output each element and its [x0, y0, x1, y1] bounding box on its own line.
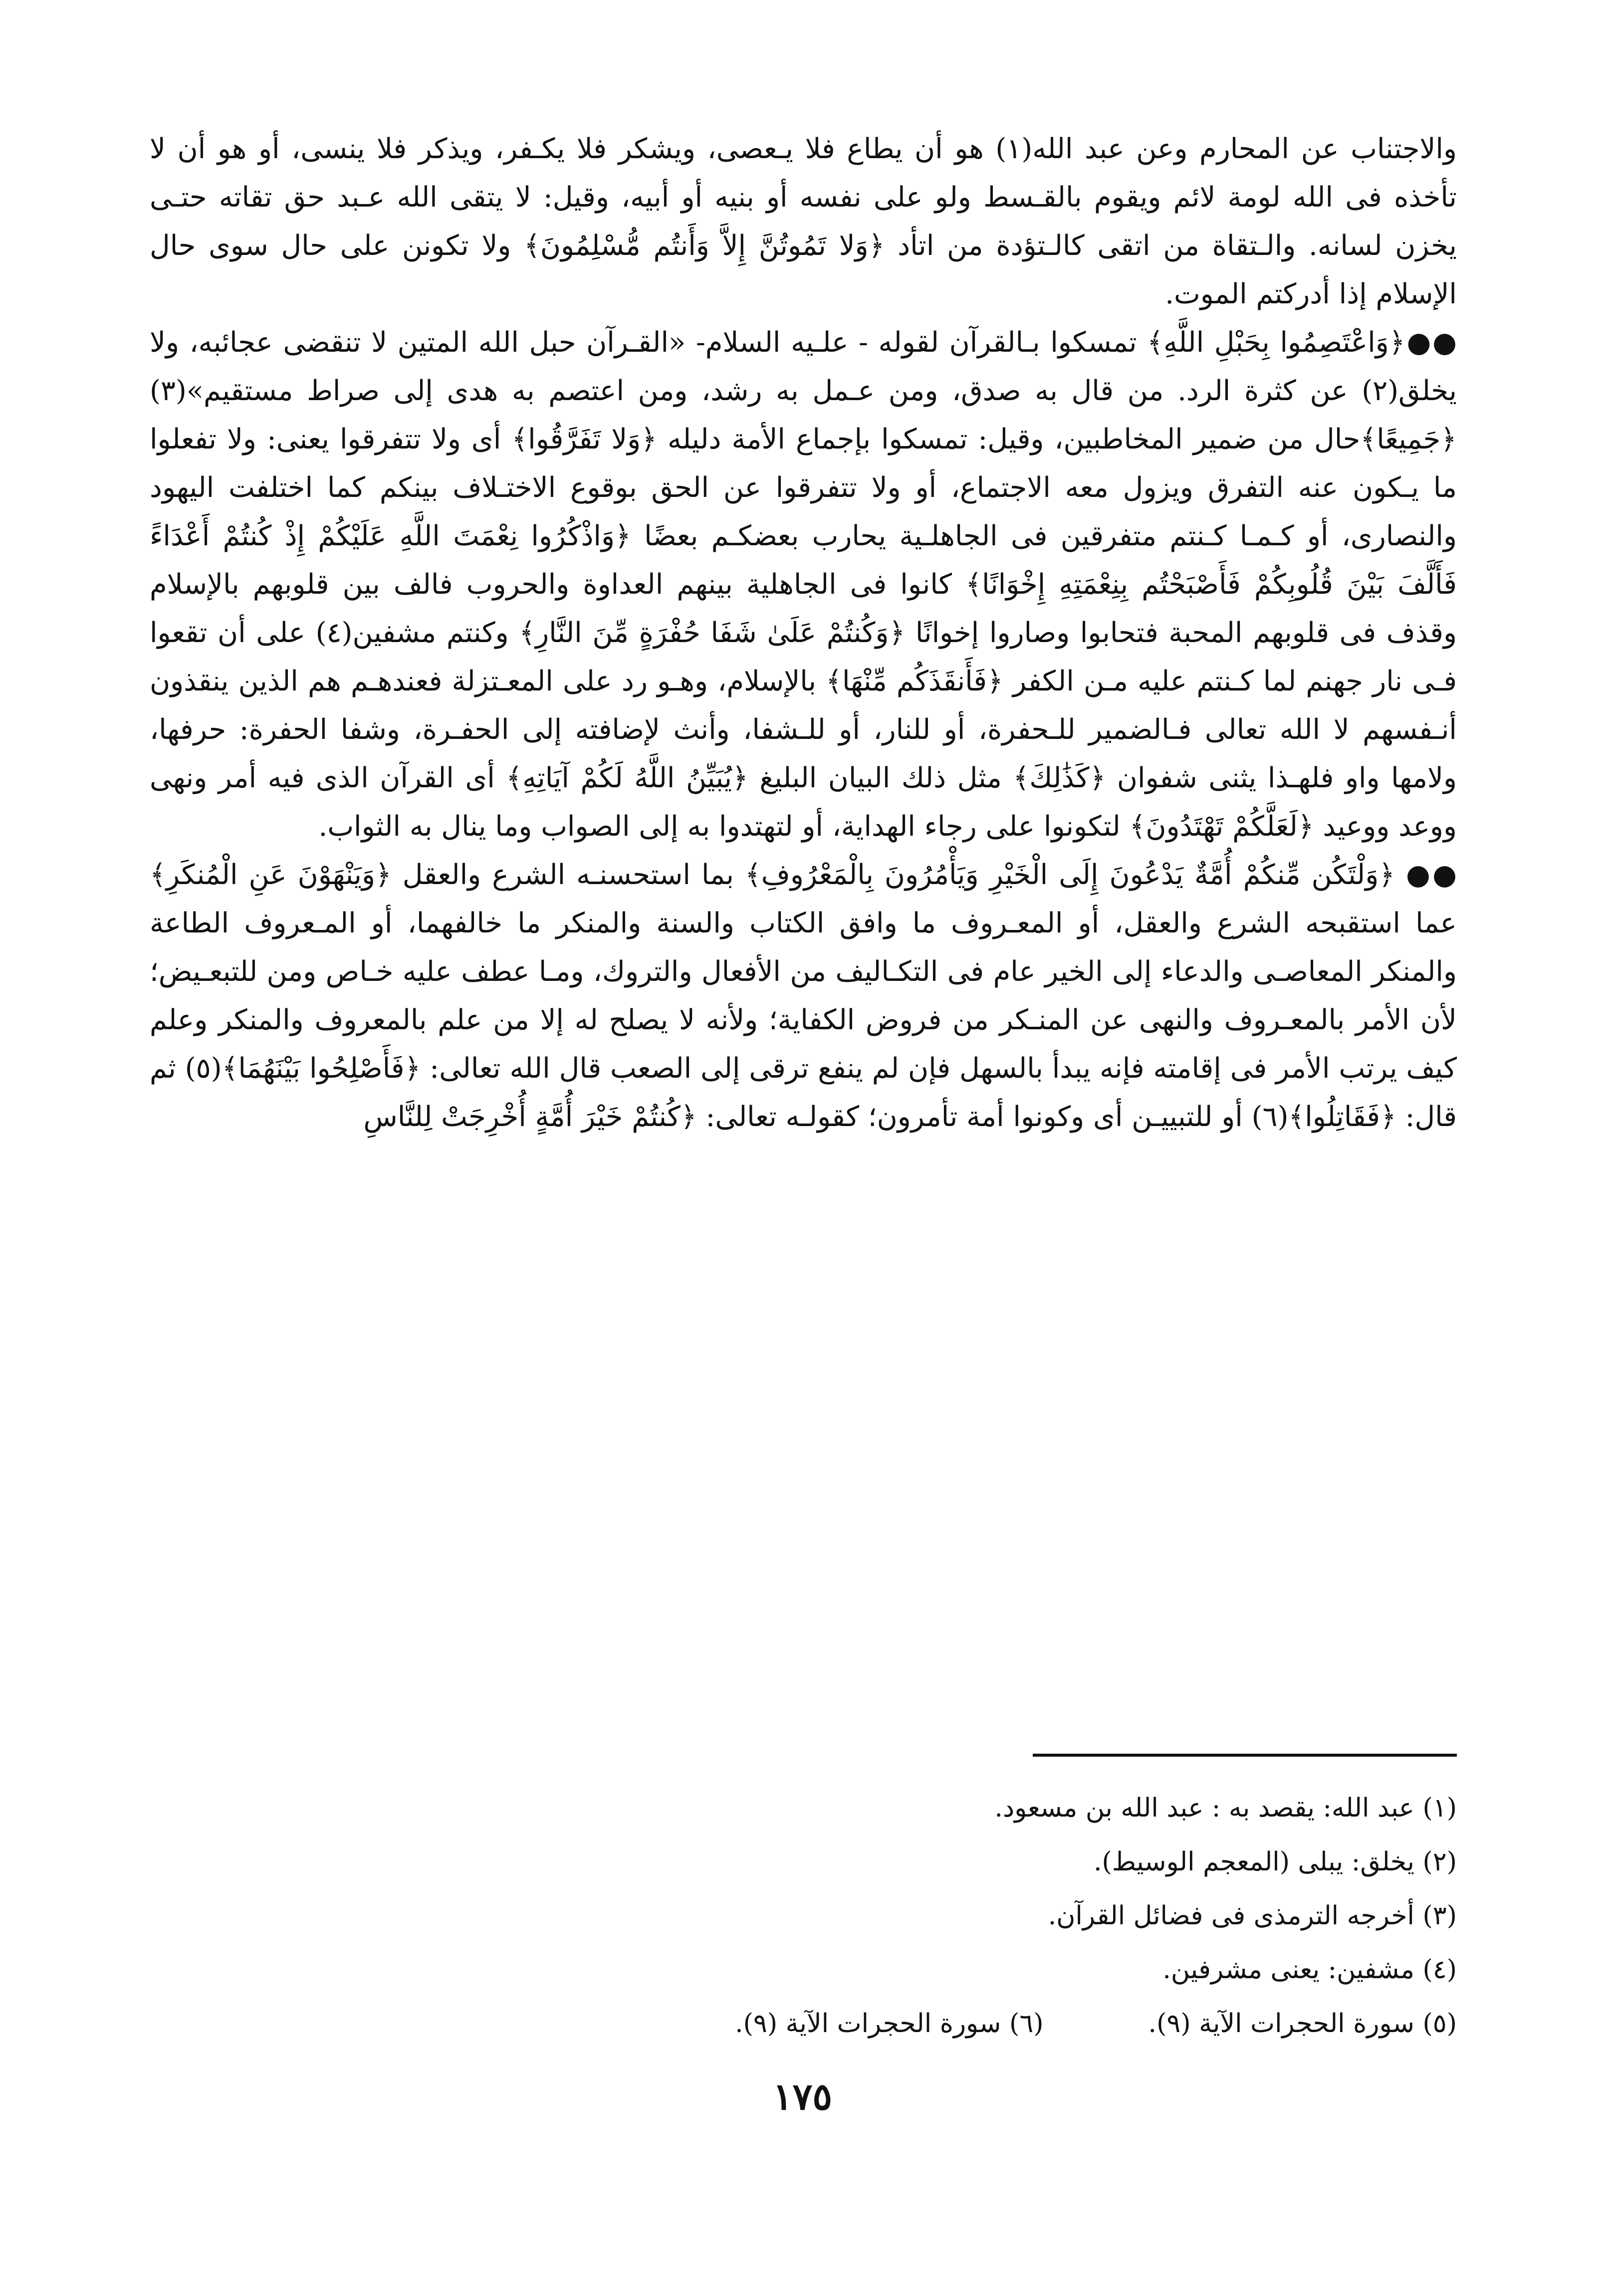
paragraph-3: ●● ﴿وَلْتَكُن مِّنكُمْ أُمَّةٌ يَدْعُونَ إِلَى الْخَيْرِ وَيَأْمُرُونَ بِالْمَعْرُوفِ﴾ بما استحسنـه الشرع والعقل ﴿وَيَنْهَوْنَ عَنِ الْمُنكَرِ﴾ عما استقبحه الشرع والعقل، أو المعـروف ما وافق الكتاب والسنة والمنكر ما خالفهما، أو المـعروف الطاعة والمنكر المعاصـى والدعاء إلى الخير عام فى التكـاليف من الأفعال والتروك، ومـا عطف عليه خـاص ومن للتبعـيض؛ لأن الأمر بالمعـروف والنهى عن المنـكر من فروض الكفاية؛ ولأنه لا يصلح له إلا من علم بالمعروف والمنكر وعلم كيف يرتب الأمر فى إقامته فإنه يبدأ بالسهل فإن لم ينفع ترقى إلى الصعب قال الله تعالى: ﴿فَأَصْلِحُوا بَيْنَهُمَا﴾(٥) ثم قال: ﴿فَقَاتِلُوا﴾(٦) أو للتبييـن أى وكونوا أمة تأمرون؛ كقولـه تعالى: ﴿كُنتُمْ خَيْرَ أُمَّةٍ أُخْرِجَتْ لِلنَّاسِ: [150, 859, 1457, 1133]
footnote-1: (١) عبد الله: يقصد به : عبد الله بن مسعود.: [994, 1793, 1457, 1823]
paragraph-2: ●●﴿وَاعْتَصِمُوا بِحَبْلِ اللَّهِ﴾ تمسكوا بـالقرآن لقوله - علـيه السلام- «القـرآن حبل الله المتين لا تنقضى عجائبه، ولا يخلق(٢) عن كثرة الرد. من قال به صدق، ومن عـمل به رشد، ومن اعتصم به هدى إلى صراط مستقيم»(٣) ﴿جَمِيعًا﴾حال من ضمير المخاطبين، وقيل: تمسكوا بإجماع الأمة دليله ﴿وَلا تَفَرَّقُوا﴾ أى ولا تتفرقوا يعنى: ولا تفعلوا ما يـكون عنه التفرق ويزول معه الاجتماع، أو ولا تتفرقوا عن الحق بوقوع الاختـلاف بينكم كما اختلفت اليهود والنصارى، أو كـمـا كـنتم متفرقين فى الجاهلـية يحارب بعضكـم بعضًا ﴿وَاذْكُرُوا نِعْمَتَ اللَّهِ عَلَيْكُمْ إِذْ كُنتُمْ أَعْدَاءً فَأَلَّفَ بَيْنَ قُلُوبِكُمْ فَأَصْبَحْتُم بِنِعْمَتِهِ إِخْوَانًا﴾ كانوا فى الجاهلية بينهم العداوة والحروب فالف بين قلوبهم بالإسلام وقذف فى قلوبهم المحبة فتحابوا وصاروا إخوانًا ﴿وَكُنتُمْ عَلَىٰ شَفَا حُفْرَةٍ مِّنَ النَّارِ﴾ وكنتم مشفين(٤) على أن تقعوا فـى نار جهنم لما كـنتم عليه مـن الكفر ﴿فَأَنقَذَكُم مِّنْهَا﴾ بالإسلام، وهـو رد على المعـتزلة فعندهـم هم الذين ينقذون أنـفسهم لا الله تعالى فـالضمير للـحفرة، أو للنار، أو للـشفا، وأنث لإضافته إلى الحفـرة، وشفا الحفرة: حرفها، ولامها واو فلهـذا يثنى شفوان ﴿كَذَٰلِكَ﴾ مثل ذلك البيان البليغ ﴿يُبَيِّنُ اللَّهُ لَكُمْ آيَاتِهِ﴾ أى القرآن الذى فيه أمر ونهى ووعد ووعيد ﴿لَعَلَّكُمْ تَهْتَدُونَ﴾ لتكونوا على رجاء الهداية، أو لتهتدوا به إلى الصواب وما ينال به الثواب.: [150, 326, 1457, 843]
footnote-row-5-6: [150, 1997, 1457, 2051]
page-number: ١٧٥: [772, 2075, 833, 2118]
footnote-3: (٣) أخرجه الترمذى فى فضائل القرآن.: [1048, 1901, 1457, 1931]
footnote-2: (٢) يخلق: يبلى (المعجم الوسيط).: [1094, 1847, 1457, 1877]
main-text: [150, 125, 1457, 1141]
footnote-5: (٥) سورة الحجرات الآية (٩).: [1148, 2009, 1457, 2039]
footnotes: [150, 1781, 1457, 2051]
paragraph-1: والاجتناب عن المحارم وعن عبد الله(١) هو أن يطاع فلا يـعصى، ويشكر فلا يكـفر، ويذكر فلا ينسى، أو هو أن لا تأخذه فى الله لومة لائم ويقوم بالقـسط ولو على نفسه أو بنيه أو أبيه، وقيل: لا يتقى الله عـبد حق تقاته حتـى يخزن لسانه. والـتقاة من اتقى كالـتؤدة من اتأد ﴿وَلا تَمُوتُنَّ إِلاَّ وَأَنتُم مُّسْلِمُونَ﴾ ولا تكونن على حال سوى حال الإسلام إذا أدركتم الموت.: [150, 133, 1457, 310]
footnote-4: (٤) مشفين: يعنى مشرفين.: [1162, 1955, 1457, 1985]
footnote-6: (٦) سورة الحجرات الآية (٩).: [735, 2009, 1044, 2039]
footnote-separator: [1033, 1754, 1457, 1757]
